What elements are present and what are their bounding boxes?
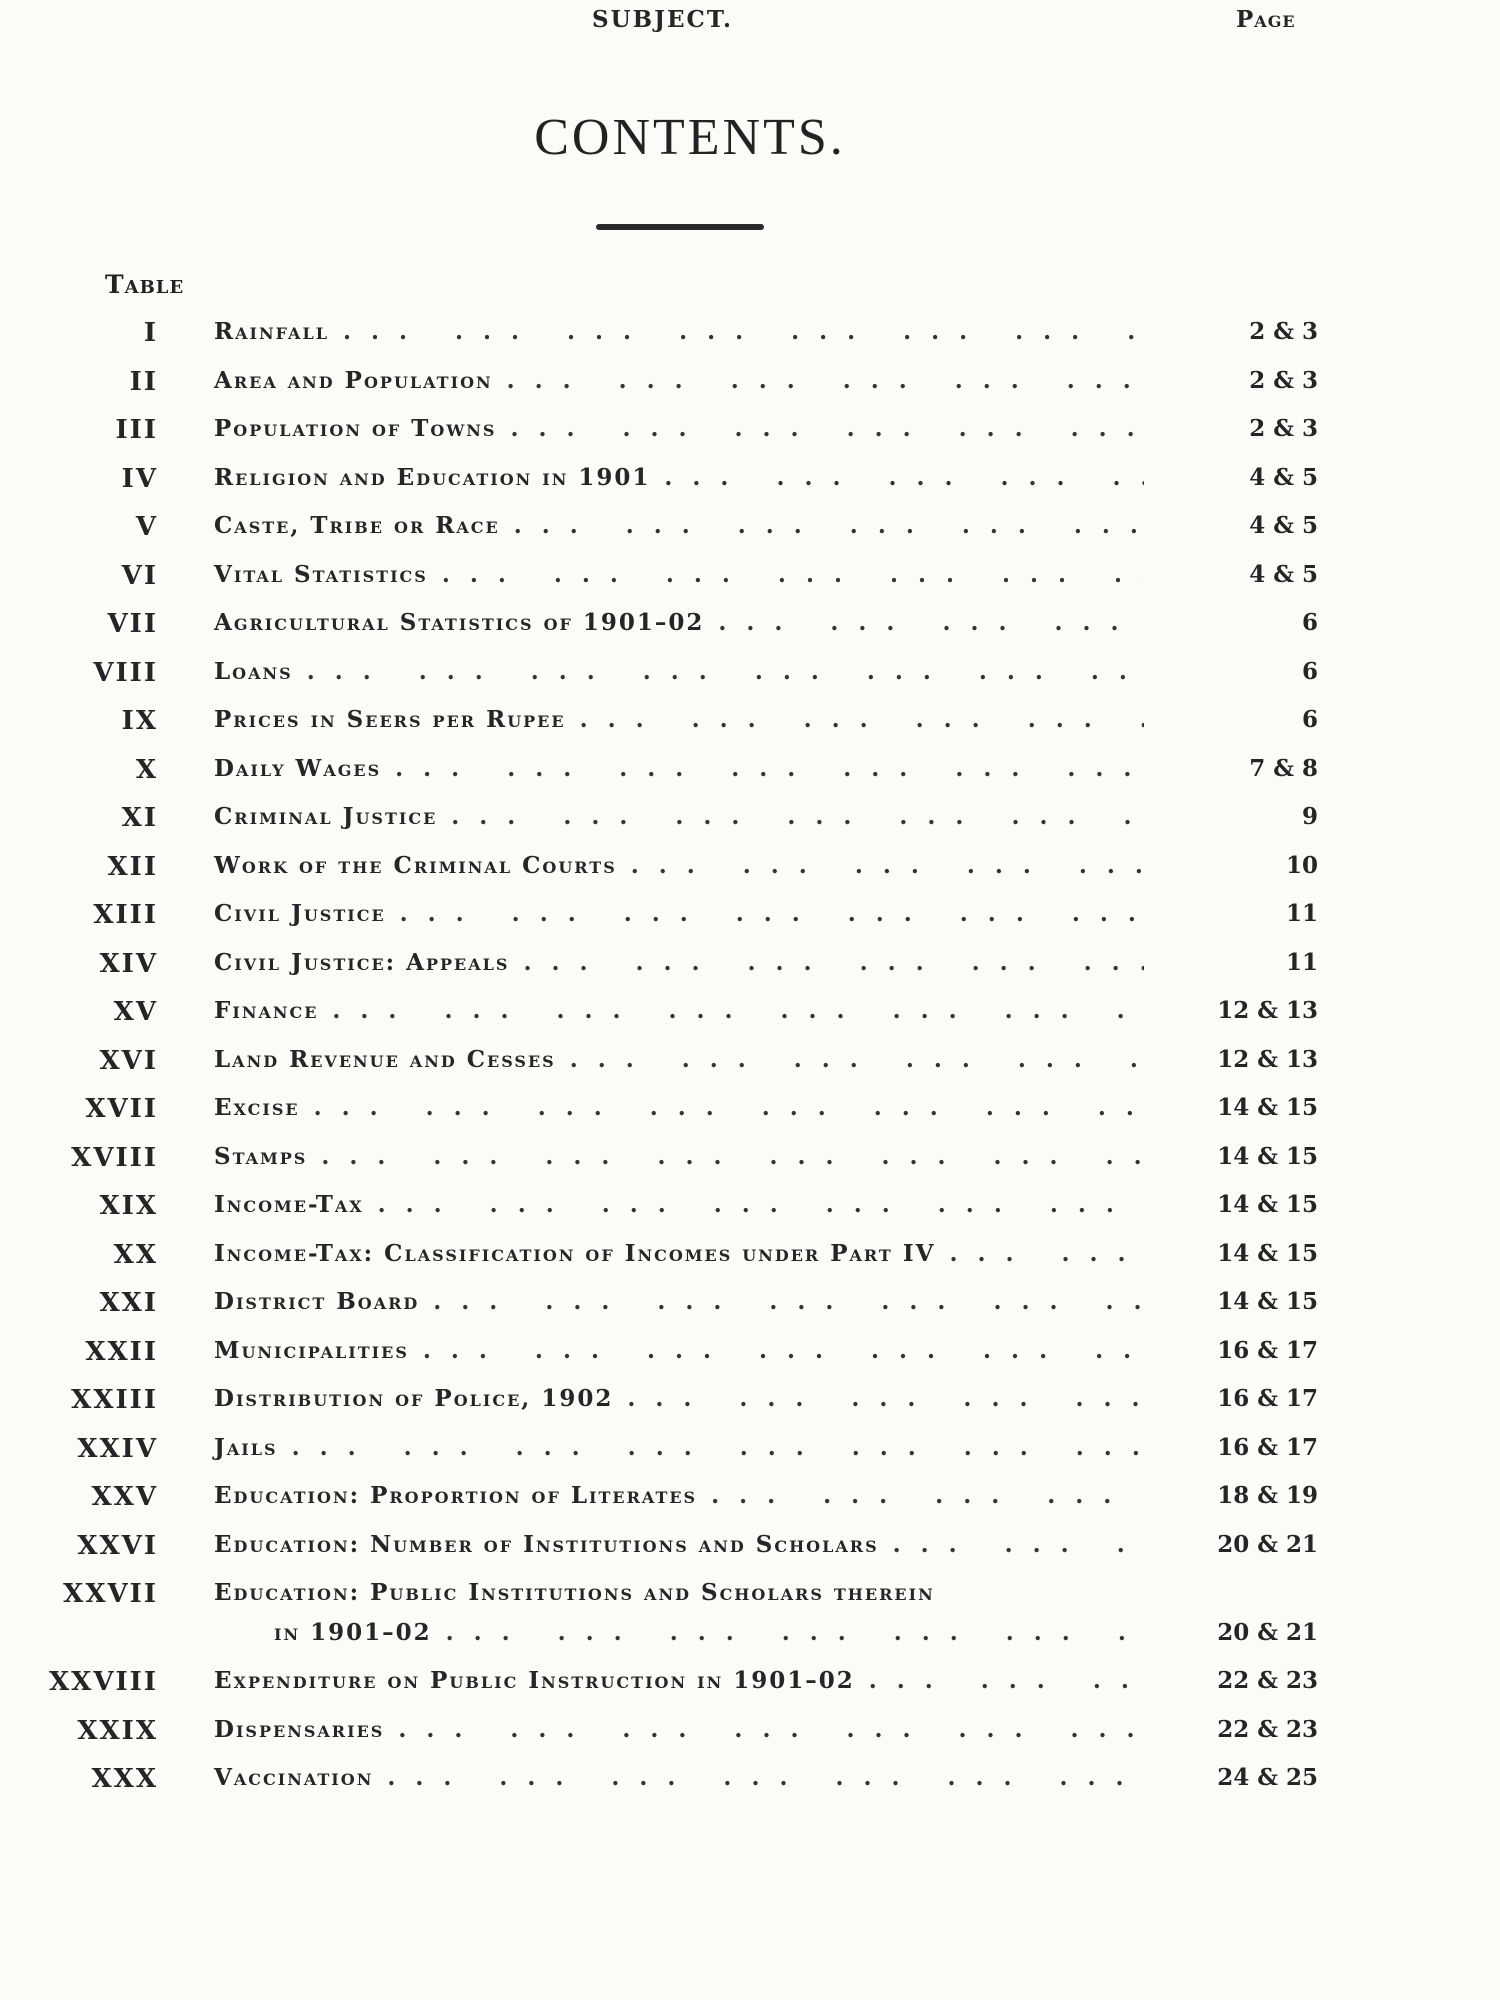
contents-row xyxy=(0,1137,1500,1186)
dot-leader xyxy=(423,1337,1144,1364)
table-number: IX xyxy=(121,706,158,736)
page-number: 16 & 17 xyxy=(1217,1385,1318,1412)
title-rule xyxy=(596,224,764,230)
contents-row xyxy=(0,1428,1500,1477)
dot-leader xyxy=(332,997,1144,1024)
subject-label: Daily Wages xyxy=(214,754,382,782)
table-number: XXII xyxy=(85,1336,158,1367)
contents-row xyxy=(0,1379,1500,1428)
subject-continuation-label: in 1901–02 xyxy=(274,1619,432,1646)
table-number: XVIII xyxy=(71,1142,158,1173)
subject-label: Municipalities xyxy=(214,1336,409,1364)
table-number: XVI xyxy=(99,1045,158,1076)
dot-leader xyxy=(523,949,1144,976)
subject-entry xyxy=(214,1385,1144,1412)
table-number: XIX xyxy=(99,1191,158,1221)
subject-label: Education: Proportion of Literates xyxy=(214,1482,698,1509)
dot-leader xyxy=(711,1482,1144,1509)
contents-row xyxy=(0,1040,1500,1089)
subject-entry xyxy=(214,803,1144,830)
subject-label: Vaccination xyxy=(214,1764,374,1791)
table-number: I xyxy=(143,318,158,348)
table-number: XVII xyxy=(85,1094,158,1124)
contents-row xyxy=(0,943,1500,992)
subject-label: Land Revenue and Cesses xyxy=(214,1045,556,1073)
dot-leader xyxy=(395,755,1144,782)
subject-label: Religion and Education in 1901 xyxy=(214,463,651,491)
dot-leader xyxy=(718,609,1144,636)
dot-leader xyxy=(400,900,1144,927)
subject-entry xyxy=(214,609,1144,636)
subject-label: Caste, Tribe or Race xyxy=(214,512,500,539)
subject-label: Dispensaries xyxy=(214,1715,385,1743)
subject-label: Education: Number of Institutions and Scholars xyxy=(214,1530,879,1558)
dot-leader xyxy=(949,1240,1144,1267)
page-number: 10 xyxy=(1285,851,1318,879)
contents-row xyxy=(0,991,1500,1040)
contents-row xyxy=(0,1476,1500,1525)
contents-row xyxy=(0,1710,1500,1759)
dot-leader xyxy=(387,1764,1144,1791)
subject-entry xyxy=(214,658,1144,685)
page-number: 16 & 17 xyxy=(1217,1336,1318,1364)
page-number: 6 xyxy=(1301,706,1318,733)
subject-entry xyxy=(214,706,1144,733)
subject-label: Income-Tax xyxy=(214,1191,364,1218)
subject-entry xyxy=(214,318,1144,345)
dot-leader xyxy=(378,1191,1144,1218)
table-number: XX xyxy=(113,1239,158,1270)
contents-row xyxy=(0,797,1500,846)
subject-label: Stamps xyxy=(214,1142,308,1170)
subject-label: Finance xyxy=(214,997,319,1024)
subject-label: Loans xyxy=(214,657,293,685)
table-number: III xyxy=(115,415,158,445)
dot-leader xyxy=(580,706,1144,733)
subject-entry xyxy=(214,1579,1144,1606)
subject-entry xyxy=(214,900,1144,927)
subject-entry xyxy=(214,1482,1144,1509)
page-number: 4 & 5 xyxy=(1249,560,1318,588)
contents-row xyxy=(0,1661,1500,1710)
subject-entry xyxy=(214,997,1144,1024)
page-number: 14 & 15 xyxy=(1217,1288,1318,1315)
contents-row xyxy=(0,700,1500,749)
page-number: 16 & 17 xyxy=(1217,1433,1318,1461)
table-number: X xyxy=(135,754,158,785)
contents-row xyxy=(0,1331,1500,1380)
dot-leader xyxy=(510,415,1144,442)
page-number: 2 & 3 xyxy=(1249,318,1318,345)
subject-entry xyxy=(214,852,1144,879)
table-number: XIV xyxy=(99,948,158,979)
dot-leader xyxy=(314,1094,1144,1121)
table-column-header: Table xyxy=(105,270,185,299)
page-number: 4 & 5 xyxy=(1249,512,1318,539)
subject-label: Criminal Justice xyxy=(214,803,438,830)
subject-entry xyxy=(214,1764,1144,1791)
subject-entry xyxy=(214,1240,1144,1267)
page-title: CONTENTS. xyxy=(534,109,846,166)
contents-row xyxy=(0,312,1500,361)
table-number: XXV xyxy=(91,1482,158,1512)
dot-leader xyxy=(869,1667,1144,1694)
contents-row xyxy=(0,555,1500,604)
subject-label: Distribution of Police, 1902 xyxy=(214,1385,614,1412)
subject-label: Vital Statistics xyxy=(214,560,428,588)
contents-row xyxy=(0,1185,1500,1234)
dot-leader xyxy=(321,1143,1144,1170)
subject-label: Civil Justice xyxy=(214,900,386,927)
table-number: XII xyxy=(107,851,158,882)
subject-label: Prices in Seers per Rupee xyxy=(214,706,566,733)
subject-entry xyxy=(214,1143,1144,1170)
dot-leader xyxy=(442,561,1144,588)
page-number: 22 & 23 xyxy=(1217,1715,1318,1743)
contents-row xyxy=(0,409,1500,458)
contents-row xyxy=(0,1282,1500,1331)
dot-leader xyxy=(507,367,1144,394)
dot-leader xyxy=(433,1288,1144,1315)
contents-row xyxy=(0,458,1500,507)
page-number: 12 & 13 xyxy=(1217,997,1318,1024)
subject-label: Income-Tax: Classification of Incomes under Part IV xyxy=(214,1239,936,1267)
dot-leader xyxy=(514,512,1144,539)
table-number: XXIII xyxy=(71,1385,158,1415)
dot-leader xyxy=(343,318,1144,345)
subject-column-header: SUBJECT. xyxy=(592,6,733,33)
contents-list xyxy=(0,312,1500,1807)
subject-entry xyxy=(214,1716,1144,1743)
subject-entry xyxy=(214,367,1144,394)
page-number: 9 xyxy=(1301,803,1318,830)
subject-label: Agricultural Statistics of 1901–02 xyxy=(214,609,705,636)
page-number: 20 & 21 xyxy=(1217,1619,1318,1646)
subject-label: Rainfall xyxy=(214,318,329,345)
dot-leader xyxy=(893,1531,1144,1558)
contents-row xyxy=(0,603,1500,652)
page-number: 18 & 19 xyxy=(1217,1482,1318,1509)
subject-label: District Board xyxy=(214,1288,420,1315)
subject-entry xyxy=(214,1288,1144,1315)
page-number: 6 xyxy=(1301,657,1318,685)
table-number: XXVII xyxy=(63,1579,158,1609)
contents-row xyxy=(0,1758,1500,1807)
dot-leader xyxy=(398,1716,1144,1743)
page-number: 14 & 15 xyxy=(1217,1191,1318,1218)
subject-label: Work of the Criminal Courts xyxy=(214,851,617,879)
table-number: VII xyxy=(107,609,158,639)
subject-entry xyxy=(214,1094,1144,1121)
page-number: 11 xyxy=(1285,948,1318,976)
contents-row xyxy=(0,1088,1500,1137)
contents-row xyxy=(0,506,1500,555)
contents-row xyxy=(0,1573,1500,1661)
table-number: XXIV xyxy=(77,1433,158,1464)
page-number: 14 & 15 xyxy=(1217,1142,1318,1170)
subject-continuation xyxy=(274,1619,1144,1646)
page-number: 14 & 15 xyxy=(1217,1239,1318,1267)
table-number: XXX xyxy=(91,1764,158,1794)
dot-leader xyxy=(664,464,1144,491)
contents-row xyxy=(0,1234,1500,1283)
table-number: XI xyxy=(121,803,158,833)
subject-entry xyxy=(214,755,1144,782)
dot-leader xyxy=(307,658,1144,685)
contents-row xyxy=(0,361,1500,410)
subject-entry xyxy=(214,1667,1144,1694)
page-number: 12 & 13 xyxy=(1217,1045,1318,1073)
table-number: V xyxy=(135,512,158,542)
page-column-header: Page xyxy=(1236,6,1296,33)
subject-entry xyxy=(214,1046,1144,1073)
contents-row xyxy=(0,749,1500,798)
subject-label: Expenditure on Public Instruction in 1901–02 xyxy=(214,1667,855,1694)
subject-label: Civil Justice: Appeals xyxy=(214,948,510,976)
table-number: VI xyxy=(121,560,158,591)
subject-label: Area and Population xyxy=(214,366,493,394)
subject-entry xyxy=(214,949,1144,976)
contents-row xyxy=(0,652,1500,701)
dot-leader xyxy=(631,852,1144,879)
dot-leader xyxy=(292,1434,1144,1461)
subject-entry xyxy=(214,1191,1144,1218)
subject-entry xyxy=(214,512,1144,539)
page-number: 6 xyxy=(1301,609,1318,636)
page-number: 24 & 25 xyxy=(1217,1764,1318,1791)
subject-entry xyxy=(214,1434,1144,1461)
dot-leader xyxy=(446,1619,1144,1646)
table-number: XXIX xyxy=(77,1715,158,1746)
subject-label: Jails xyxy=(214,1433,278,1461)
table-number: IV xyxy=(121,463,158,494)
table-number: II xyxy=(129,366,158,397)
contents-row xyxy=(0,894,1500,943)
table-number: XIII xyxy=(93,900,158,930)
table-number: VIII xyxy=(93,657,158,688)
subject-entry xyxy=(214,1337,1144,1364)
dot-leader xyxy=(451,803,1144,830)
subject-label: Excise xyxy=(214,1094,300,1121)
page-number: 2 & 3 xyxy=(1249,366,1318,394)
dot-leader xyxy=(570,1046,1144,1073)
page-number: 7 & 8 xyxy=(1249,754,1318,782)
subject-entry xyxy=(214,561,1144,588)
subject-entry xyxy=(214,464,1144,491)
table-number: XXVI xyxy=(77,1530,158,1561)
table-number: XV xyxy=(113,997,158,1027)
subject-label: Population of Towns xyxy=(214,415,497,442)
page-number: 2 & 3 xyxy=(1249,415,1318,442)
subject-label: Education: Public Institutions and Scholars therein xyxy=(214,1579,935,1606)
subject-entry xyxy=(214,1531,1144,1558)
page-number: 20 & 21 xyxy=(1217,1530,1318,1558)
contents-row xyxy=(0,846,1500,895)
subject-entry xyxy=(214,415,1144,442)
page-number: 11 xyxy=(1285,900,1318,927)
dot-leader xyxy=(627,1385,1144,1412)
page-number: 22 & 23 xyxy=(1217,1667,1318,1694)
page-number: 4 & 5 xyxy=(1249,463,1318,491)
contents-row xyxy=(0,1525,1500,1574)
page-number: 14 & 15 xyxy=(1217,1094,1318,1121)
table-number: XXVIII xyxy=(48,1667,158,1697)
table-number: XXI xyxy=(99,1288,158,1318)
